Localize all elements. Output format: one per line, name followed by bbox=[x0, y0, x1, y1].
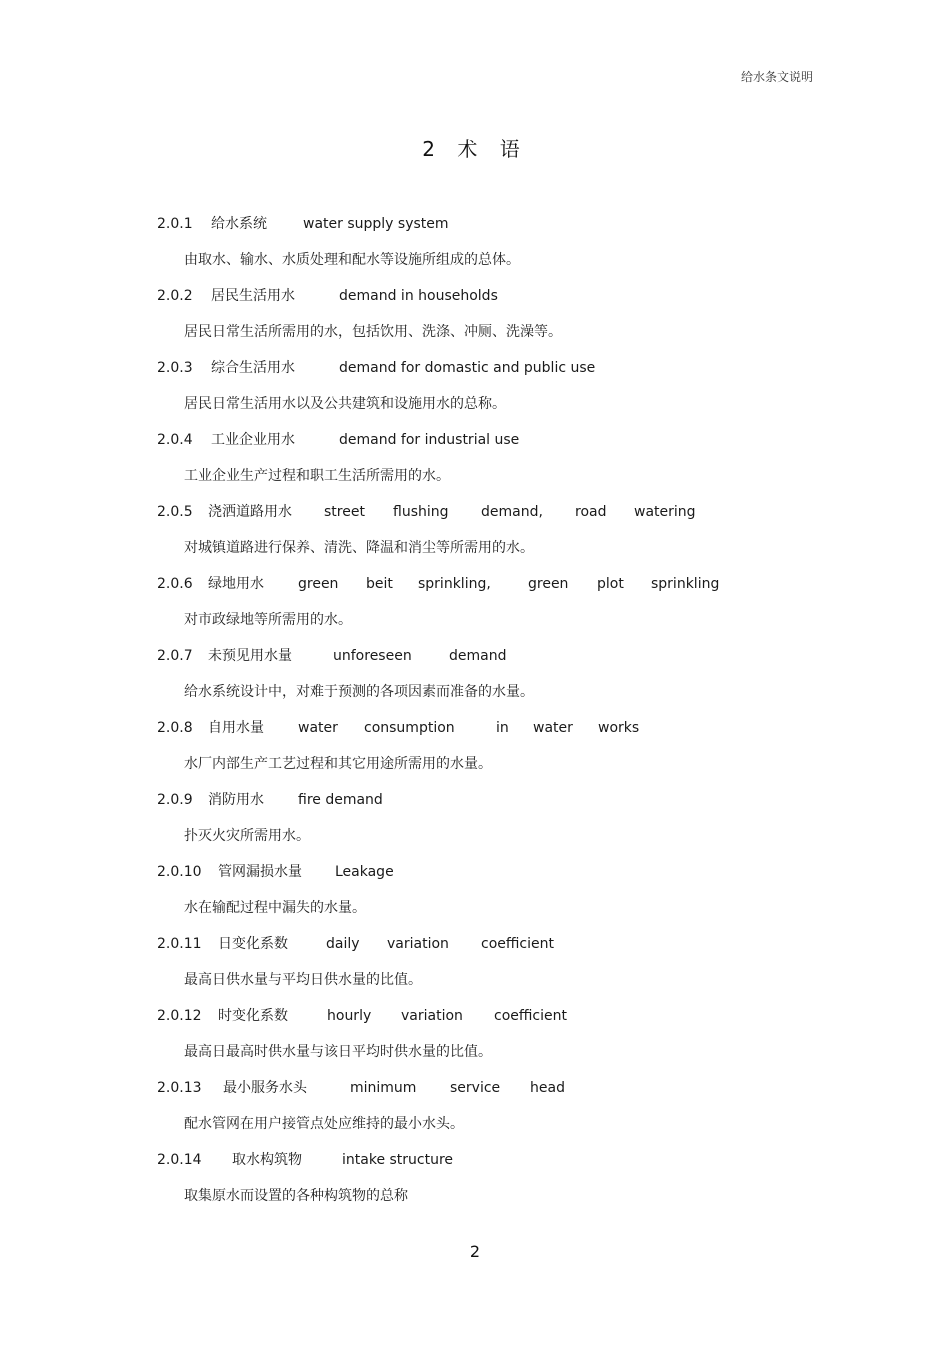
term-english-name: hourly bbox=[327, 1008, 372, 1024]
term-definition: 工业企业生产过程和职工生活所需用的水。 bbox=[184, 468, 450, 484]
term-english-name: Leakage bbox=[335, 864, 394, 880]
term-english-name: variation bbox=[401, 1008, 463, 1024]
term-entry bbox=[157, 213, 757, 285]
term-english-name: street bbox=[324, 504, 365, 520]
term-number: 2.0.4 bbox=[157, 432, 193, 448]
term-chinese-name: 日变化系数 bbox=[218, 936, 288, 952]
chapter-title: 2 术 语 bbox=[422, 137, 528, 161]
term-english-name: in bbox=[496, 720, 509, 736]
term-chinese-name: 消防用水 bbox=[208, 792, 264, 808]
term-number: 2.0.3 bbox=[157, 360, 193, 376]
term-entry bbox=[157, 1077, 757, 1149]
term-definition: 由取水、输水、水质处理和配水等设施所组成的总体。 bbox=[184, 252, 520, 268]
term-number: 2.0.2 bbox=[157, 288, 193, 304]
term-definition: 对市政绿地等所需用的水。 bbox=[184, 612, 352, 628]
term-entry bbox=[157, 501, 757, 573]
term-definition: 配水管网在用户接管点处应维持的最小水头。 bbox=[184, 1116, 464, 1132]
term-english-name: fire demand bbox=[298, 792, 383, 808]
term-english-name: demand in households bbox=[339, 288, 498, 304]
term-entry bbox=[157, 1005, 757, 1077]
term-definition: 扑灭火灾所需用水。 bbox=[184, 828, 310, 844]
term-entry bbox=[157, 1149, 757, 1221]
term-number: 2.0.5 bbox=[157, 504, 193, 520]
term-list bbox=[157, 213, 757, 1221]
term-chinese-name: 自用水量 bbox=[208, 720, 264, 736]
term-english-name: flushing bbox=[393, 504, 449, 520]
term-definition: 对城镇道路进行保养、清洗、降温和消尘等所需用的水。 bbox=[184, 540, 534, 556]
term-number: 2.0.12 bbox=[157, 1008, 202, 1024]
term-chinese-name: 管网漏损水量 bbox=[218, 864, 302, 880]
term-english-name: demand bbox=[449, 648, 507, 664]
term-definition: 水厂内部生产工艺过程和其它用途所需用的水量。 bbox=[184, 756, 492, 772]
term-number: 2.0.1 bbox=[157, 216, 193, 232]
term-chinese-name: 取水构筑物 bbox=[232, 1152, 302, 1168]
term-english-name: plot bbox=[597, 576, 624, 592]
term-english-name: service bbox=[450, 1080, 501, 1096]
term-number: 2.0.9 bbox=[157, 792, 193, 808]
term-definition: 水在输配过程中漏失的水量。 bbox=[184, 900, 366, 916]
term-definition: 最高日最高时供水量与该日平均时供水量的比值。 bbox=[184, 1044, 492, 1060]
term-english-name: watering bbox=[634, 504, 696, 520]
term-number: 2.0.13 bbox=[157, 1080, 202, 1096]
term-entry bbox=[157, 645, 757, 717]
term-chinese-name: 最小服务水头 bbox=[223, 1080, 307, 1096]
page-number: 2 bbox=[469, 1242, 481, 1261]
term-english-name: intake structure bbox=[342, 1152, 454, 1168]
term-english-name: sprinkling bbox=[651, 576, 720, 592]
term-english-name: green bbox=[528, 576, 569, 592]
term-english-name: coefficient bbox=[494, 1008, 567, 1024]
term-english-name: demand, bbox=[481, 504, 543, 520]
term-english-name: green bbox=[298, 576, 339, 592]
term-entry bbox=[157, 429, 757, 501]
term-definition: 居民日常生活用水以及公共建筑和设施用水的总称。 bbox=[184, 396, 506, 412]
term-english-name: unforeseen bbox=[333, 648, 412, 664]
term-number: 2.0.11 bbox=[157, 936, 202, 952]
term-english-name: water bbox=[298, 720, 338, 736]
term-english-name: minimum bbox=[350, 1080, 417, 1096]
term-entry bbox=[157, 861, 757, 933]
term-english-name: water bbox=[533, 720, 573, 736]
running-header: 给水条文说明 bbox=[740, 70, 813, 84]
term-chinese-name: 时变化系数 bbox=[218, 1008, 288, 1024]
term-definition: 取集原水而设置的各种构筑物的总称 bbox=[184, 1188, 408, 1204]
term-number: 2.0.14 bbox=[157, 1152, 202, 1168]
term-definition: 最高日供水量与平均日供水量的比值。 bbox=[184, 972, 422, 988]
term-number: 2.0.6 bbox=[157, 576, 193, 592]
term-chinese-name: 给水系统 bbox=[211, 216, 267, 232]
term-chinese-name: 居民生活用水 bbox=[211, 288, 295, 304]
term-entry bbox=[157, 933, 757, 1005]
term-entry bbox=[157, 573, 757, 645]
term-english-name: beit bbox=[366, 576, 393, 592]
term-entry bbox=[157, 717, 757, 789]
term-number: 2.0.8 bbox=[157, 720, 193, 736]
term-entry bbox=[157, 285, 757, 357]
term-english-name: sprinkling, bbox=[418, 576, 491, 592]
term-entry bbox=[157, 357, 757, 429]
term-chinese-name: 浇洒道路用水 bbox=[208, 504, 292, 520]
term-english-name: coefficient bbox=[481, 936, 554, 952]
term-english-name: consumption bbox=[364, 720, 455, 736]
term-chinese-name: 绿地用水 bbox=[208, 576, 264, 592]
term-english-name: demand for domastic and public use bbox=[339, 360, 596, 376]
term-number: 2.0.7 bbox=[157, 648, 193, 664]
term-english-name: demand for industrial use bbox=[339, 432, 520, 448]
term-english-name: variation bbox=[387, 936, 449, 952]
term-definition: 给水系统设计中，对难于预测的各项因素而准备的水量。 bbox=[184, 684, 534, 700]
term-english-name: water supply system bbox=[303, 216, 449, 232]
term-english-name: head bbox=[530, 1080, 565, 1096]
term-english-name: works bbox=[598, 720, 640, 736]
term-english-name: road bbox=[575, 504, 607, 520]
term-definition: 居民日常生活所需用的水，包括饮用、洗涤、冲厕、洗澡等。 bbox=[184, 324, 562, 340]
term-number: 2.0.10 bbox=[157, 864, 202, 880]
term-chinese-name: 未预见用水量 bbox=[208, 648, 292, 664]
term-english-name: daily bbox=[326, 936, 360, 952]
term-chinese-name: 工业企业用水 bbox=[211, 432, 295, 448]
term-entry bbox=[157, 789, 757, 861]
term-chinese-name: 综合生活用水 bbox=[211, 360, 295, 376]
